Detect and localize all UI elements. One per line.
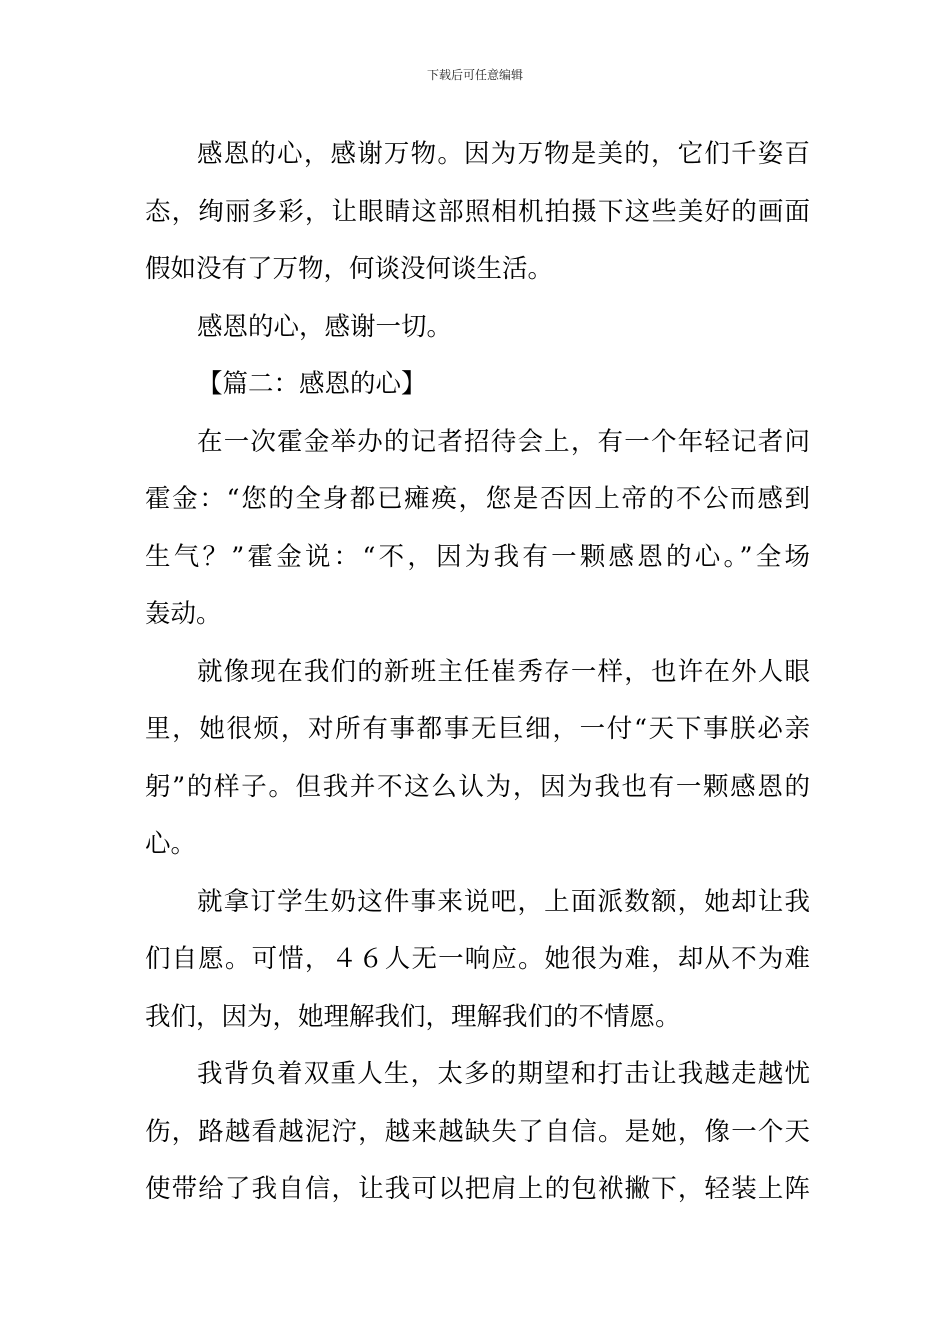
text-line: 霍金：“您的全身都已瘫痪，您是否因上帝的不公而感到 <box>145 484 810 514</box>
text-line: 假如没有了万物，何谈没何谈生活。 <box>145 254 554 284</box>
text-line: 躬”的样子。但我并不这么认为，因为我也有一颗感恩的 <box>145 771 810 802</box>
text-line: 就拿订学生奶这件事来说吧，上面派数额，她却让我 <box>197 886 810 917</box>
text-line: 伤，路越看越泥泞，越来越缺失了自信。是她，像一个天 <box>145 1116 810 1147</box>
text-line: 里，她很烦，对所有事都事无巨细，一付“天下事朕必亲 <box>145 714 810 744</box>
text-line: 在一次霍金举办的记者招待会上，有一个年轻记者问 <box>197 426 810 457</box>
text-line: 就像现在我们的新班主任崔秀存一样，也许在外人眼 <box>197 656 810 687</box>
text-line: 生气？”霍金说：“不，因为我有一颗感恩的心。”全场 <box>145 541 810 572</box>
text-line: 我背负着双重人生，太多的期望和打击让我越走越忧 <box>197 1059 810 1089</box>
text-line: 态，绚丽多彩，让眼睛这部照相机拍摄下这些美好的画面 <box>145 196 810 227</box>
text-line: 们自愿。可惜，４６人无一响应。她很为难，却从不为难 <box>145 944 810 974</box>
text-line: 轰动。 <box>145 599 222 629</box>
section-heading: 【篇二：感恩的心】 <box>197 369 427 399</box>
document-body <box>145 126 810 1219</box>
text-line: 我们，因为，她理解我们，理解我们的不情愿。 <box>145 1001 681 1032</box>
text-line: 感恩的心，感谢万物。因为万物是美的，它们千姿百 <box>197 139 810 169</box>
page-header: 下载后可任意编辑 <box>426 68 523 82</box>
text-line: 感恩的心，感谢一切。 <box>197 311 453 342</box>
text-line: 心。 <box>145 829 197 859</box>
text-line: 使带给了我自信，让我可以把肩上的包袱撇下，轻装上阵 <box>145 1174 810 1204</box>
